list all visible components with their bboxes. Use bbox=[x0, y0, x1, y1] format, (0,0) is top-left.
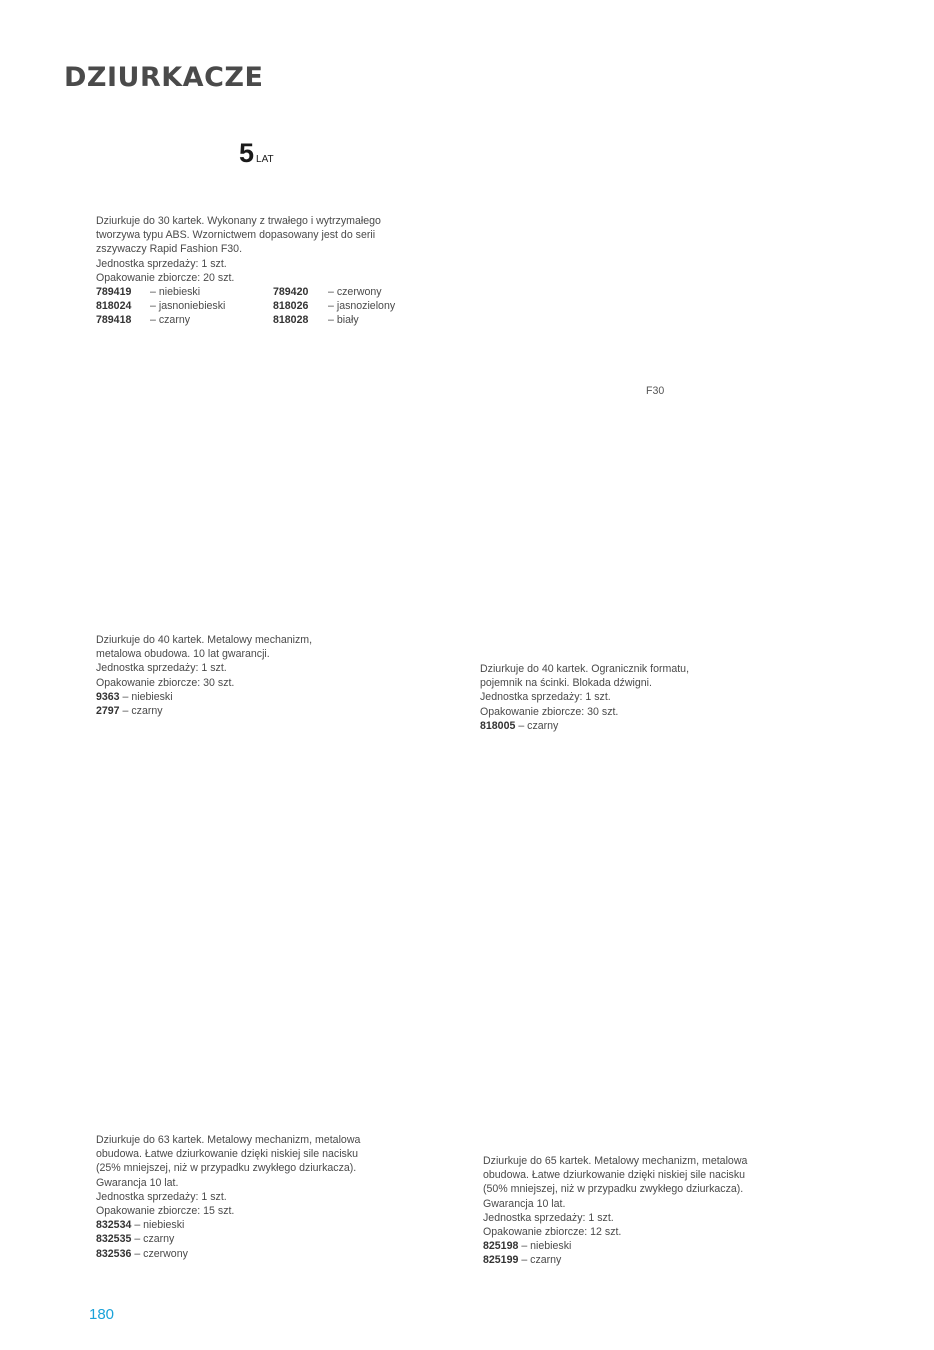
description-line: Jednostka sprzedaży: 1 szt. bbox=[96, 662, 227, 675]
variant-code: 2797 bbox=[96, 705, 120, 718]
variant-code: 818028 bbox=[273, 314, 309, 327]
variant-line bbox=[96, 690, 312, 704]
page-number: 180 bbox=[89, 1306, 115, 1323]
variant-color: – niebieski bbox=[134, 1219, 185, 1232]
variant-code: 9363 bbox=[96, 690, 120, 703]
variant-color: – niebieski bbox=[521, 1240, 572, 1253]
product-40-metal-description bbox=[96, 633, 312, 718]
description-line: Dziurkuje do 30 kartek. Wykonany z trwałego i wytrzymałego bbox=[96, 215, 381, 227]
description-line: Jednostka sprzedaży: 1 szt. bbox=[480, 691, 611, 704]
description-line: pojemnik na ścinki. Blokada dźwigni. bbox=[480, 677, 652, 690]
description-line: obudowa. Łatwe dziurkowanie dzięki niskiej sile nacisku bbox=[96, 1148, 359, 1161]
description-line: Dziurkuje do 40 kartek. Ogranicznik formatu, bbox=[480, 663, 690, 675]
variant-color: – czarny bbox=[150, 314, 191, 327]
description-line: (25% mniejszej, niż w przypadku zwykłego dziurkacza). bbox=[96, 1162, 357, 1175]
variant-color: – czerwony bbox=[328, 286, 382, 299]
description-line: Jednostka sprzedaży: 1 szt. bbox=[96, 1190, 227, 1203]
description-line: Dziurkuje do 40 kartek. Metalowy mechanizm, bbox=[96, 634, 313, 646]
variant-line bbox=[483, 1253, 747, 1267]
description-line: Opakowanie zbiorcze: 30 szt. bbox=[96, 676, 235, 689]
variant-color: – jasnoniebieski bbox=[150, 300, 226, 313]
variant-line bbox=[480, 719, 689, 733]
variant-color: – czarny bbox=[122, 705, 163, 718]
variant-code: 825198 bbox=[483, 1240, 519, 1253]
variant-color: – czarny bbox=[134, 1233, 175, 1246]
variant-line bbox=[96, 1218, 360, 1232]
variant-line bbox=[96, 1247, 360, 1261]
description-line: Opakowanie zbiorcze: 15 szt. bbox=[96, 1205, 235, 1218]
variant-color: – czarny bbox=[518, 719, 559, 732]
product-65-description bbox=[483, 1154, 747, 1268]
description-line: Jednostka sprzedaży: 1 szt. bbox=[96, 257, 227, 270]
variant-color: – biały bbox=[328, 314, 359, 327]
variant-code: 818005 bbox=[480, 719, 516, 732]
description-line: obudowa. Łatwe dziurkowanie dzięki niskiej sile nacisku bbox=[483, 1169, 746, 1182]
variant-code: 789418 bbox=[96, 314, 132, 327]
description-line: Jednostka sprzedaży: 1 szt. bbox=[483, 1211, 614, 1224]
description-line: Opakowanie zbiorcze: 20 szt. bbox=[96, 271, 235, 284]
variant-code: 832536 bbox=[96, 1247, 132, 1260]
variant-color: – niebieski bbox=[122, 690, 173, 703]
variant-color: – niebieski bbox=[150, 286, 201, 299]
warranty-badge bbox=[239, 138, 274, 169]
description-line: Opakowanie zbiorcze: 30 szt. bbox=[480, 705, 619, 718]
variant-code: 818026 bbox=[273, 300, 309, 313]
product-40-limiter-description bbox=[480, 662, 689, 733]
image-label-f30: F30 bbox=[646, 385, 665, 397]
variant-code: 818024 bbox=[96, 300, 132, 313]
description-line: Opakowanie zbiorcze: 12 szt. bbox=[483, 1226, 622, 1239]
description-line: Dziurkuje do 65 kartek. Metalowy mechanizm, metalowa bbox=[483, 1155, 748, 1167]
warranty-unit: LAT bbox=[256, 154, 274, 165]
description-line: Gwarancja 10 lat. bbox=[96, 1176, 179, 1189]
variant-code: 832534 bbox=[96, 1219, 132, 1232]
variant-code: 825199 bbox=[483, 1254, 519, 1267]
product-f30-description bbox=[96, 214, 418, 328]
warranty-years: 5 bbox=[239, 138, 255, 168]
variant-code: 789420 bbox=[273, 286, 309, 299]
description-line: metalowa obudowa. 10 lat gwarancji. bbox=[96, 648, 270, 661]
variant-line bbox=[96, 1232, 360, 1246]
variant-color: – jasnozielony bbox=[328, 300, 396, 313]
variant-code: 789419 bbox=[96, 286, 132, 299]
product-63-description bbox=[96, 1133, 360, 1261]
variant-line bbox=[483, 1239, 747, 1253]
description-line: Gwarancja 10 lat. bbox=[483, 1197, 566, 1210]
description-line: (50% mniejszej, niż w przypadku zwykłego dziurkacza). bbox=[483, 1183, 744, 1196]
variant-color: – czarny bbox=[521, 1254, 562, 1267]
variant-list bbox=[96, 285, 418, 328]
description-line: tworzywa typu ABS. Wzornictwem dopasowany jest do serii bbox=[96, 229, 376, 242]
variant-color: – czerwony bbox=[134, 1247, 188, 1260]
variant-code: 832535 bbox=[96, 1233, 132, 1246]
description-line: Dziurkuje do 63 kartek. Metalowy mechanizm, metalowa bbox=[96, 1134, 361, 1146]
page-title: DZIURKACZE bbox=[64, 62, 264, 93]
description-line: zszywaczy Rapid Fashion F30. bbox=[96, 243, 243, 256]
variant-line bbox=[96, 704, 312, 718]
